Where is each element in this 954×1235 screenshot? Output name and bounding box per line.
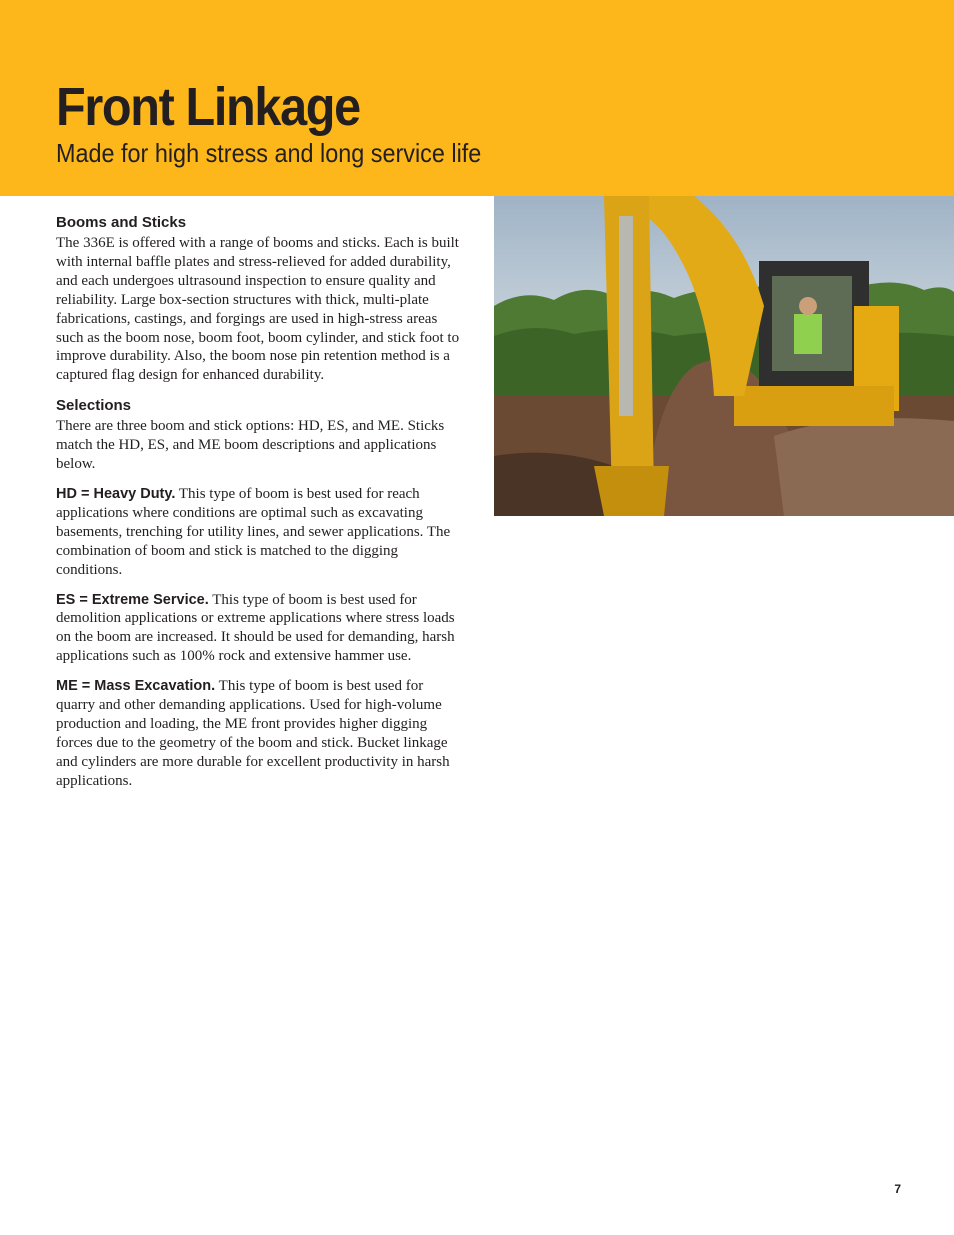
- upper-structure: [734, 386, 894, 426]
- section-text-selections: There are three boom and stick options: HD, ES, and ME. Sticks match the HD, ES, and ME boom descriptions and applications below.: [56, 418, 445, 473]
- option-extreme-service: [56, 591, 466, 667]
- option-lead-extreme-service: ES = Extreme Service.: [56, 591, 209, 608]
- option-mass-excavation: [56, 677, 466, 790]
- section-text-booms-and-sticks: The 336E is offered with a range of booms and sticks. Each is built with internal baffle plates and stress-relieved for added durability, and each undergoes ultrasound inspection to ensure quality and reliability. Large box-section structures with thick, multi-plate fabrications, castings, and forgings are used in high-stress areas such as the boom nose, boom foot, boom cylinder, and stick foot to improve durability. Also, the boom nose pin retention method is a captured flag design for enhanced durability.: [56, 235, 460, 384]
- option-lead-mass-excavation: ME = Mass Excavation.: [56, 678, 216, 695]
- option-heavy-duty: [56, 485, 466, 580]
- bucket: [594, 466, 669, 516]
- option-text-extreme-service: This type of boom is best used for demolition applications or extreme applications where stress loads on the boom are increased. It should be used for demanding, harsh applications such as 100% rock and extensive hammer use.: [56, 591, 455, 665]
- page-subtitle: Made for high stress and long service life: [56, 138, 482, 168]
- operator-head: [799, 297, 817, 315]
- page-title: Front Linkage: [56, 77, 360, 137]
- page-number: 7: [894, 1182, 901, 1196]
- section-heading-selections: Selections: [56, 397, 132, 415]
- operator: [794, 314, 822, 354]
- soil-right: [774, 418, 954, 516]
- excavator-illustration: [494, 196, 954, 516]
- section-heading-booms-and-sticks: Booms and Sticks: [56, 214, 187, 231]
- excavator-photo: [494, 196, 954, 516]
- hydraulic-cylinder: [619, 216, 633, 416]
- option-lead-heavy-duty: HD = Heavy Duty.: [56, 485, 176, 502]
- body-text-column: [56, 212, 466, 791]
- option-text-heavy-duty: This type of boom is best used for reach applications where conditions are optimal such as excavating basements, trenching for utility lines, and sewer applications. The combination of boom and stick is matched to the digging conditions.: [56, 485, 451, 578]
- option-text-mass-excavation: This type of boom is best used for quarry and other demanding applications. Used for high-volume production and loading, the ME front provides higher digging forces due to the geometry of the boom and stick. Bucket linkage and cylinders are more durable for excellent productivity in harsh applications.: [56, 678, 450, 789]
